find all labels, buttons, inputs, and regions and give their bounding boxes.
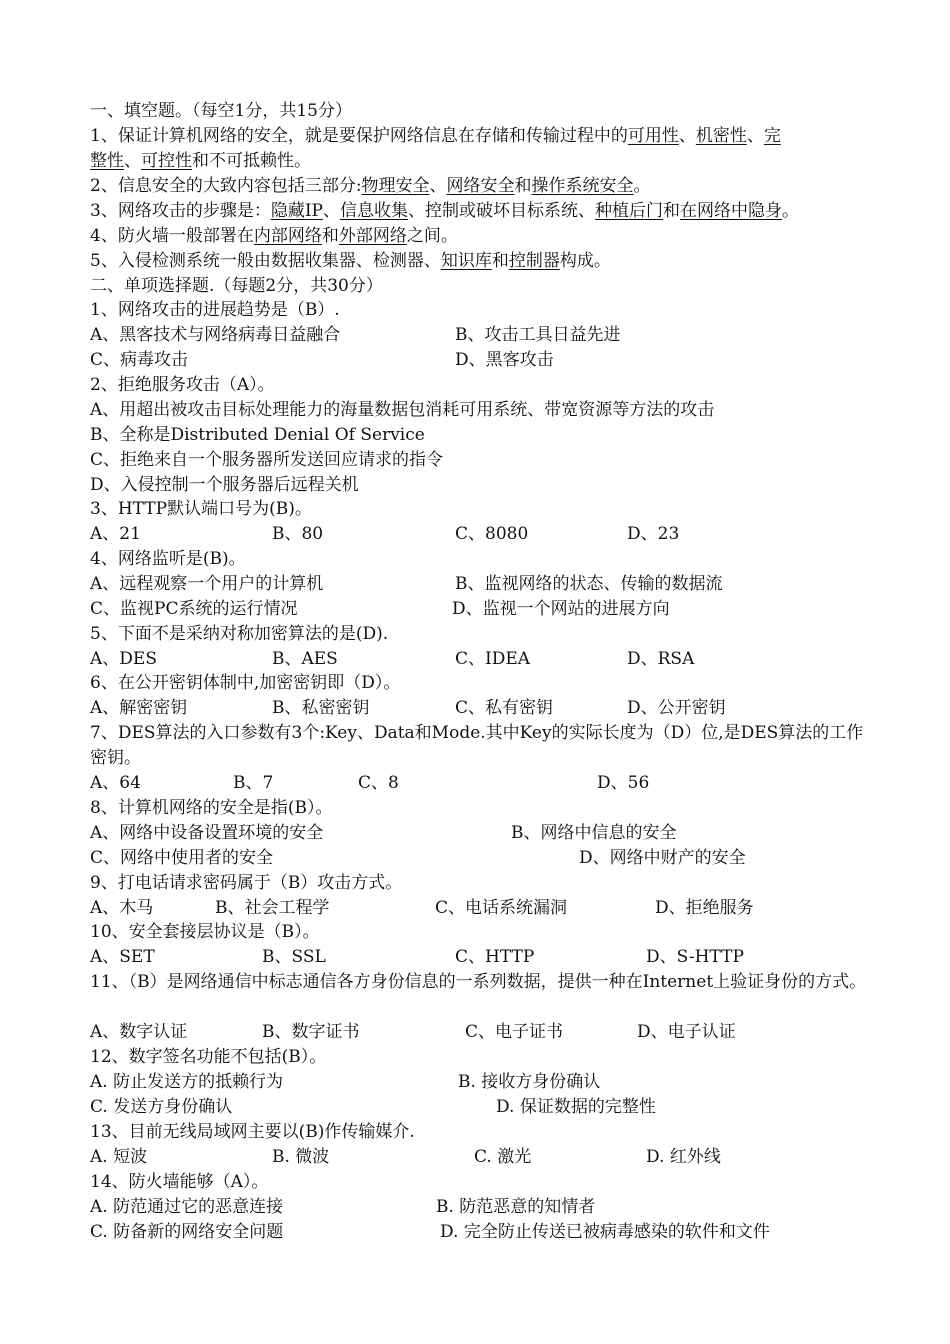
- option-a: A、黑客技术与网络病毒日益融合: [90, 325, 341, 345]
- option-a: A. 防范通过它的恶意连接: [90, 1197, 284, 1217]
- option-d: D、拒绝服务: [655, 898, 754, 918]
- option-a: A. 防止发送方的抵赖行为: [90, 1072, 284, 1092]
- option-d: D、公开密钥: [627, 698, 726, 718]
- option-a: A、21: [90, 524, 141, 544]
- option-d: D、RSA: [627, 649, 695, 669]
- mc-q10-options: [90, 945, 878, 970]
- mc-q5-options: [90, 647, 878, 672]
- mc-q11-stem: 11、（B）是网络通信中标志通信各方身份信息的一系列数据，提供一种在Internet上验证身份的方式。: [90, 972, 867, 992]
- option-b: B、AES: [272, 649, 338, 669]
- mc-q14-options-row2: [90, 1220, 878, 1245]
- option-b: B、网络中信息的安全: [511, 823, 677, 843]
- option-c: C、IDEA: [455, 649, 531, 669]
- mc-q4-stem: 4、网络监听是(B)。: [90, 549, 246, 569]
- mc-q8-options-row2: [90, 846, 878, 871]
- option-c: C、8: [358, 773, 399, 793]
- mc-q14-stem: 14、防火墙能够（A）。: [90, 1172, 269, 1192]
- mc-q1-options-row1: [90, 323, 878, 348]
- option-a: A、网络中设备设置环境的安全: [90, 823, 324, 843]
- mc-q1-options-row2: [90, 348, 878, 373]
- option-d: D、S-HTTP: [646, 947, 744, 967]
- mc-q6-options: [90, 696, 878, 721]
- mc-q7-options: [90, 771, 878, 796]
- option-d: D、网络中财产的安全: [579, 848, 746, 868]
- mc-q3-stem: 3、HTTP默认端口号为(B)。: [90, 499, 312, 519]
- fill-blank-q5: 5、入侵检测系统一般由数据收集器、检测器、知识库和控制器构成。: [90, 251, 611, 271]
- mc-q1-stem: 1、网络攻击的进展趋势是（B）.: [90, 300, 340, 320]
- option-b: B、监视网络的状态、传输的数据流: [455, 574, 723, 594]
- mc-q14-options-row1: [90, 1195, 878, 1220]
- option-c: C. 激光: [474, 1147, 532, 1167]
- fill-blank-q3: 3、网络攻击的步骤是：隐藏IP、信息收集、控制或破坏目标系统、种植后门和在网络中隐身。: [90, 201, 799, 221]
- option-c: C、病毒攻击: [90, 350, 189, 370]
- option-c: C、拒绝来自一个服务器所发送回应请求的指令: [90, 450, 444, 470]
- option-d: D、23: [627, 524, 680, 544]
- option-d: D、黑客攻击: [455, 350, 554, 370]
- option-c: C、HTTP: [455, 947, 535, 967]
- mc-q10-stem: 10、安全套接层协议是（B）。: [90, 922, 320, 942]
- option-b: B、攻击工具日益先进: [455, 325, 621, 345]
- option-c: C、网络中使用者的安全: [90, 848, 274, 868]
- section-2-heading: 二、单项选择题.（每题2分，共30分）: [90, 276, 383, 296]
- option-a: A、解密密钥: [90, 698, 188, 718]
- mc-q5-stem: 5、下面不是采纳对称加密算法的是(D).: [90, 624, 389, 644]
- option-c: C、私有密钥: [455, 698, 554, 718]
- option-d: D、电子认证: [637, 1022, 736, 1042]
- option-a: A、数字认证: [90, 1022, 188, 1042]
- mc-q9-stem: 9、打电话请求密码属于（B）攻击方式。: [90, 873, 403, 893]
- mc-q9-options: [90, 896, 878, 921]
- option-d: D. 完全防止传送已被病毒感染的软件和文件: [440, 1222, 770, 1242]
- option-c: C. 发送方身份确认: [90, 1097, 233, 1117]
- fill-blank-q4: 4、防火墙一般部署在内部网络和外部网络之间。: [90, 226, 458, 246]
- section-1-heading: 一、填空题。（每空1分，共15分）: [90, 101, 352, 121]
- option-b: B、社会工程学: [215, 898, 330, 918]
- option-a: A、SET: [90, 947, 155, 967]
- option-d: D. 红外线: [646, 1147, 721, 1167]
- option-c: C、电话系统漏洞: [435, 898, 568, 918]
- option-a: A. 短波: [90, 1147, 148, 1167]
- option-b: B、全称是Distributed Denial Of Service: [90, 425, 425, 445]
- mc-q11-options: [90, 1020, 878, 1045]
- mc-q8-options-row1: [90, 821, 878, 846]
- option-b: B、SSL: [262, 947, 326, 967]
- mc-q8-stem: 8、计算机网络的安全是指(B）。: [90, 798, 333, 818]
- mc-q12-options-row1: [90, 1070, 878, 1095]
- mc-q2-stem: 2、拒绝服务攻击（A）。: [90, 375, 275, 395]
- option-a: A、64: [90, 773, 141, 793]
- option-c: C、8080: [455, 524, 529, 544]
- mc-q13-options: [90, 1145, 878, 1170]
- mc-q12-stem: 12、数字签名功能不包括(B）。: [90, 1047, 327, 1067]
- option-d: D、56: [597, 773, 650, 793]
- option-b: B. 微波: [272, 1147, 330, 1167]
- option-b: B. 接收方身份确认: [458, 1072, 601, 1092]
- mc-q3-options: [90, 522, 878, 547]
- mc-q4-options-row1: [90, 572, 878, 597]
- fill-blank-q2: 2、信息安全的大致内容包括三部分:物理安全、网络安全和操作系统安全。: [90, 176, 651, 196]
- option-b: B. 防范恶意的知情者: [436, 1197, 596, 1217]
- option-d: D、入侵控制一个服务器后远程关机: [90, 475, 359, 495]
- option-a: A、木马: [90, 898, 154, 918]
- mc-q4-options-row2: [90, 597, 878, 622]
- mc-q6-stem: 6、在公开密钥体制中,加密密钥即（D）。: [90, 673, 401, 693]
- option-b: B、数字证书: [262, 1022, 360, 1042]
- option-d: D、监视一个网站的进展方向: [452, 599, 670, 619]
- mc-q12-options-row2: [90, 1095, 878, 1120]
- fill-blank-q1: 1、保证计算机网络的安全，就是要保护网络信息在存储和传输过程中的可用性、机密性、完 整性、可控性和不可抵赖性。: [90, 126, 781, 171]
- option-a: A、用超出被攻击目标处理能力的海量数据包消耗可用系统、带宽资源等方法的攻击: [90, 400, 715, 420]
- option-b: B、7: [233, 773, 274, 793]
- mc-q13-stem: 13、目前无线局域网主要以(B)作传输媒介.: [90, 1122, 415, 1142]
- option-c: C. 防备新的网络安全问题: [90, 1222, 284, 1242]
- option-a: A、DES: [90, 649, 157, 669]
- option-b: B、私密密钥: [272, 698, 370, 718]
- option-d: D. 保证数据的完整性: [496, 1097, 656, 1117]
- option-a: A、远程观察一个用户的计算机: [90, 574, 324, 594]
- option-c: C、电子证书: [465, 1022, 564, 1042]
- option-b: B、80: [272, 524, 324, 544]
- mc-q7-stem: 7、DES算法的入口参数有3个:Key、Data和Mode.其中Key的实际长度为（D）位,是DES算法的工作密钥。: [90, 723, 864, 768]
- option-c: C、监视PC系统的运行情况: [90, 599, 298, 619]
